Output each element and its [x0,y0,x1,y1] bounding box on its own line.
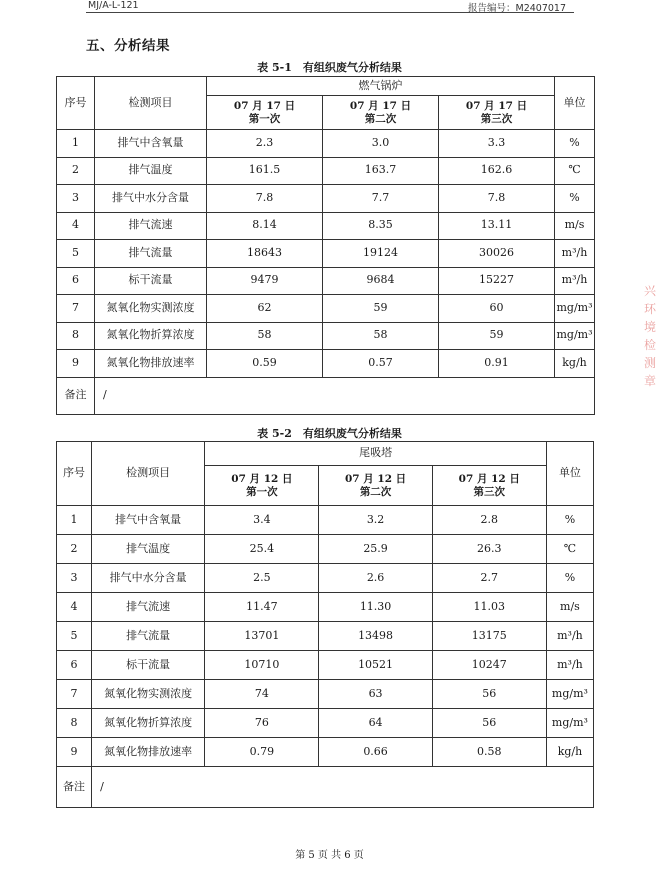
row-value-3: 30026 [439,240,555,268]
row-unit: % [555,185,595,213]
row-number: 7 [57,295,95,323]
row-unit: m³/h [555,267,595,295]
header-unit: 单位 [555,77,595,130]
header-unit: 单位 [546,442,593,506]
row-value-1: 2.5 [205,564,319,593]
row-value-2: 163.7 [323,157,439,185]
row-value-2: 13498 [319,622,432,651]
table-row [57,506,594,535]
row-unit: mg/m³ [555,322,595,350]
row-value-1: 10710 [205,651,319,680]
row-item: 标干流量 [92,651,205,680]
row-unit: % [555,130,595,158]
row-value-1: 25.4 [205,535,319,564]
table-row [57,680,594,709]
row-number: 9 [57,738,92,767]
run-label: 第一次 [248,112,281,125]
header-item: 检测项目 [92,442,205,506]
row-value-1: 0.59 [207,350,323,378]
run-date: 07 月 12 日 [231,473,293,486]
report-number: 报告编号：M2407017 [468,3,567,14]
row-unit: mg/m³ [555,295,595,323]
row-value-2: 11.30 [319,593,432,622]
header-run-3 [432,466,546,506]
header-divider [86,12,574,13]
row-unit: mg/m³ [546,680,593,709]
row-value-1: 2.3 [207,130,323,158]
row-value-3: 0.58 [432,738,546,767]
table-row [57,157,595,185]
document-code: MJ/A-L-121 [88,0,139,11]
row-number: 4 [57,212,95,240]
note-text: / [103,388,107,402]
row-unit: kg/h [546,738,593,767]
header-run-2 [323,96,439,130]
row-value-1: 3.4 [205,506,319,535]
row-value-1: 62 [207,295,323,323]
run-label: 第三次 [473,485,506,498]
row-item: 氮氧化物实测浓度 [95,295,207,323]
row-unit: m/s [555,212,595,240]
row-value-2: 3.0 [323,130,439,158]
header-run-1 [205,466,319,506]
row-item: 排气中含氧量 [95,130,207,158]
run-date: 07 月 12 日 [344,473,407,486]
row-value-3: 56 [432,709,546,738]
row-value-1: 13701 [205,622,319,651]
row-unit: ℃ [555,157,595,185]
table-5-2 [56,441,594,808]
row-value-3: 26.3 [432,535,546,564]
row-value-3: 11.03 [432,593,546,622]
row-number: 7 [57,680,92,709]
header-seq: 序号 [57,442,92,506]
row-number: 6 [57,267,95,295]
row-value-2: 2.6 [319,564,432,593]
header-source: 燃气锅炉 [207,77,555,96]
row-item: 排气中含氧量 [92,506,205,535]
row-value-3: 60 [439,295,555,323]
row-value-2: 64 [319,709,432,738]
row-value-1: 18643 [207,240,323,268]
row-item: 排气流速 [92,593,205,622]
row-number: 9 [57,350,95,378]
row-value-2: 10521 [319,651,432,680]
row-item: 氮氧化物排放速率 [95,350,207,378]
seal-stamp-fragment: 兴 环 境 检 测 章 [643,284,656,388]
row-value-3: 15227 [439,267,555,295]
header-run-1 [207,96,323,130]
row-number: 6 [57,651,92,680]
row-value-3: 7.8 [439,185,555,213]
row-item: 排气温度 [95,157,207,185]
header-item: 检测项目 [95,77,207,130]
row-item: 氮氧化物实测浓度 [92,680,205,709]
row-unit: % [546,506,593,535]
row-value-1: 76 [205,709,319,738]
row-value-2: 8.35 [323,212,439,240]
table-body [57,130,595,378]
row-value-2: 25.9 [319,535,432,564]
row-number: 8 [57,322,95,350]
row-value-2: 19124 [323,240,439,268]
table-row [57,593,594,622]
page-footer: 第 5 页 共 6 页 [295,850,364,861]
table-body [57,506,594,767]
row-number: 2 [57,157,95,185]
row-unit: m/s [546,593,593,622]
row-item: 排气中水分含量 [95,185,207,213]
row-item: 排气流速 [95,212,207,240]
row-value-1: 7.8 [207,185,323,213]
header-run-2 [319,466,432,506]
table-row [57,130,595,158]
run-date: 07 月 12 日 [458,473,520,486]
note-text: / [100,779,104,793]
row-value-3: 0.91 [439,350,555,378]
row-unit: ℃ [546,535,593,564]
table-row [57,535,594,564]
row-value-3: 13.11 [439,212,555,240]
table-5-1 [56,76,595,415]
row-number: 5 [57,622,92,651]
row-number: 5 [57,240,95,268]
row-number: 8 [57,709,92,738]
row-value-1: 161.5 [207,157,323,185]
table-row [57,267,595,295]
row-value-2: 0.66 [319,738,432,767]
row-item: 排气流量 [92,622,205,651]
row-item: 排气中水分含量 [92,564,205,593]
row-value-2: 9684 [323,267,439,295]
row-unit: mg/m³ [546,709,593,738]
header-seq: 序号 [57,77,95,130]
row-value-1: 58 [207,322,323,350]
table-row [57,709,594,738]
header-source: 尾吸塔 [205,442,547,466]
row-value-1: 9479 [207,267,323,295]
run-date: 07 月 17 日 [233,100,296,113]
row-value-1: 74 [205,680,319,709]
row-value-1: 0.79 [205,738,319,767]
run-date: 07 月 17 日 [349,100,412,113]
row-unit: m³/h [555,240,595,268]
note-value [95,377,595,414]
table-row [57,651,594,680]
run-label: 第二次 [359,485,392,498]
row-item: 排气流量 [95,240,207,268]
row-value-3: 2.8 [432,506,546,535]
section-title: 五、分析结果 [86,38,170,54]
row-value-3: 13175 [432,622,546,651]
row-value-2: 59 [323,295,439,323]
row-item: 氮氧化物折算浓度 [92,709,205,738]
table-row [57,185,595,213]
row-value-3: 3.3 [439,130,555,158]
row-number: 2 [57,535,92,564]
header-run-3 [439,96,555,130]
row-value-2: 58 [323,322,439,350]
table-row [57,322,595,350]
row-value-3: 2.7 [432,564,546,593]
row-item: 氮氧化物排放速率 [92,738,205,767]
table-row [57,738,594,767]
row-value-1: 8.14 [207,212,323,240]
row-unit: kg/h [555,350,595,378]
row-item: 排气温度 [92,535,205,564]
row-number: 3 [57,185,95,213]
row-value-2: 7.7 [323,185,439,213]
run-date: 07 月 17 日 [465,100,528,113]
row-value-2: 0.57 [323,350,439,378]
row-unit: % [546,564,593,593]
table-row [57,212,595,240]
note-label: 备注 [57,377,95,414]
table-caption-5-2: 表 5-2 有组织废气分析结果 [257,427,402,440]
run-label: 第一次 [246,485,278,498]
table-row [57,622,594,651]
row-unit: m³/h [546,651,593,680]
row-value-3: 59 [439,322,555,350]
row-value-2: 63 [319,680,432,709]
row-value-2: 3.2 [319,506,432,535]
run-label: 第二次 [364,112,397,125]
row-value-3: 162.6 [439,157,555,185]
row-number: 3 [57,564,92,593]
row-value-3: 10247 [432,651,546,680]
row-unit: m³/h [546,622,593,651]
row-number: 1 [57,130,95,158]
note-value [92,767,594,808]
row-number: 1 [57,506,92,535]
row-item: 氮氧化物折算浓度 [95,322,207,350]
note-label: 备注 [57,767,92,808]
row-item: 标干流量 [95,267,207,295]
table-row [57,564,594,593]
row-value-3: 56 [432,680,546,709]
table-row [57,295,595,323]
table-caption-5-1: 表 5-1 有组织废气分析结果 [257,61,402,74]
run-label: 第三次 [480,112,513,125]
row-number: 4 [57,593,92,622]
table-row [57,350,595,378]
table-row [57,240,595,268]
row-value-1: 11.47 [205,593,319,622]
